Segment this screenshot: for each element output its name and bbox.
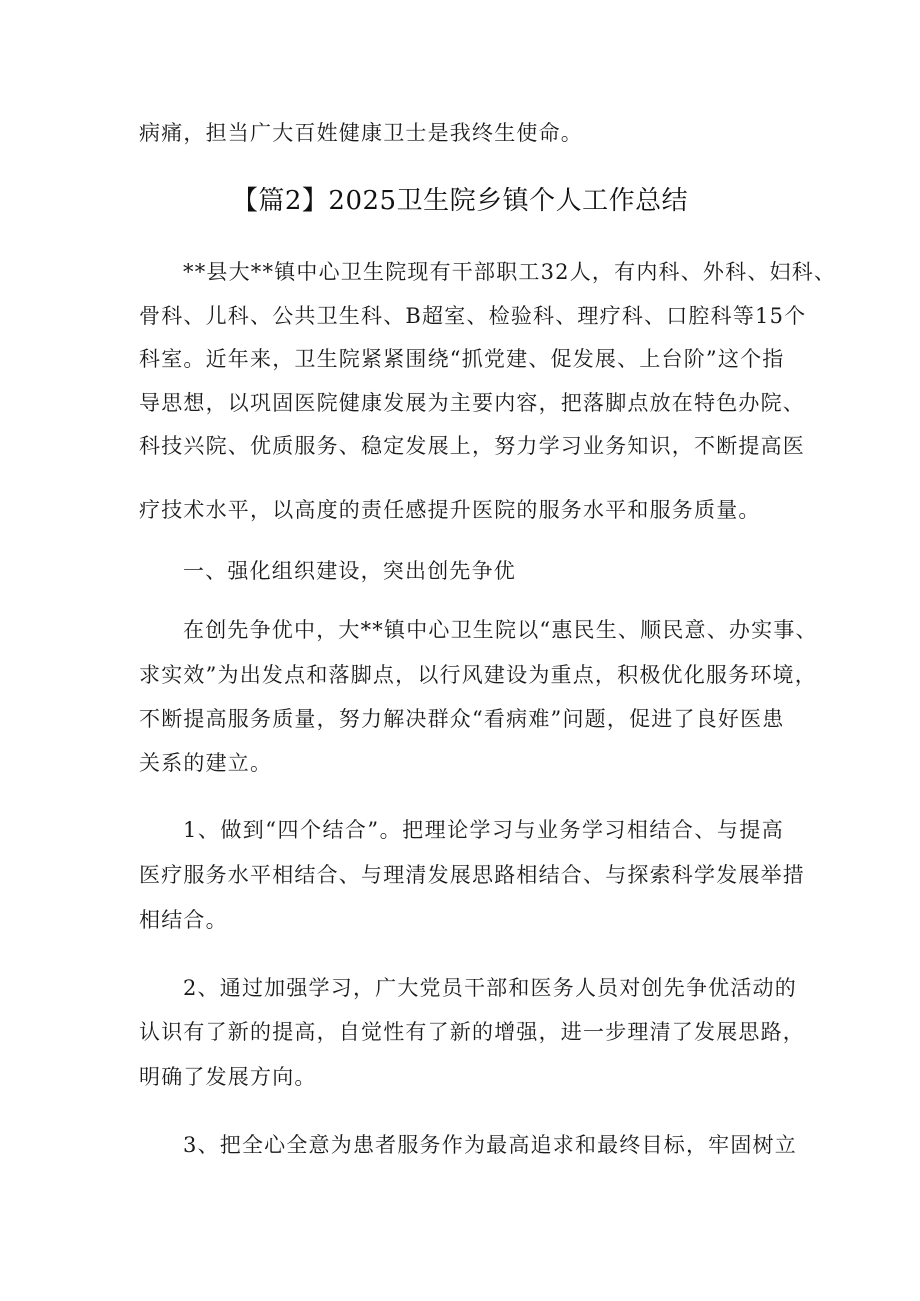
paragraph-line: 骨科、儿科、公共卫生科、B超室、检验科、理疗科、口腔科等15个 [139,304,807,328]
paragraph-line: 关系的建立。 [139,751,273,775]
paragraph-line: **县大**镇中心卫生院现有干部职工32人，有内科、外科、妇科、 [183,260,837,284]
paragraph-line: 相结合。 [139,908,228,932]
intro-tail-line: 病痛，担当广大百姓健康卫士是我终生使命。 [139,121,583,145]
paragraph-line: 2、通过加强学习，广大党员干部和医务人员对创先争优活动的 [183,976,797,1000]
section-heading: 【篇2】2025卫生院乡镇个人工作总结 [231,186,689,216]
paragraph-line: 科室。近年来，卫生院紧紧围绕“抓党建、促发展、上台阶”这个指 [139,347,785,371]
paragraph-line: 疗技术水平，以高度的责任感提升医院的服务水平和服务质量。 [139,498,761,522]
paragraph-line: 科技兴院、优质服务、稳定发展上，努力学习业务知识，不断提高医 [139,434,805,458]
paragraph-line: 求实效”为出发点和落脚点，以行风建设为重点，积极优化服务环境， [139,663,817,687]
paragraph-line: 3、把全心全意为患者服务作为最高追求和最终目标，牢固树立 [183,1133,797,1157]
paragraph-line: 导思想，以巩固医院健康发展为主要内容，把落脚点放在特色办院、 [139,391,805,415]
paragraph-line: 在创先争优中，大**镇中心卫生院以“惠民生、顺民意、办实事、 [183,618,818,642]
paragraph-line: 医疗服务水平相结合、与理清发展思路相结合、与探索科学发展举措 [139,863,805,887]
paragraph-line: 认识有了新的提高，自觉性有了新的增强，进一步理清了发展思路， [139,1020,805,1044]
paragraph-line: 1、做到“四个结合”。把理论学习与业务学习相结合、与提高 [183,818,784,842]
paragraph-line: 不断提高服务质量，努力解决群众“看病难”问题，促进了良好医患 [139,707,785,731]
paragraph-line: 明确了发展方向。 [139,1065,317,1089]
subsection-heading: 一、强化组织建设，突出创先争优 [183,559,516,583]
